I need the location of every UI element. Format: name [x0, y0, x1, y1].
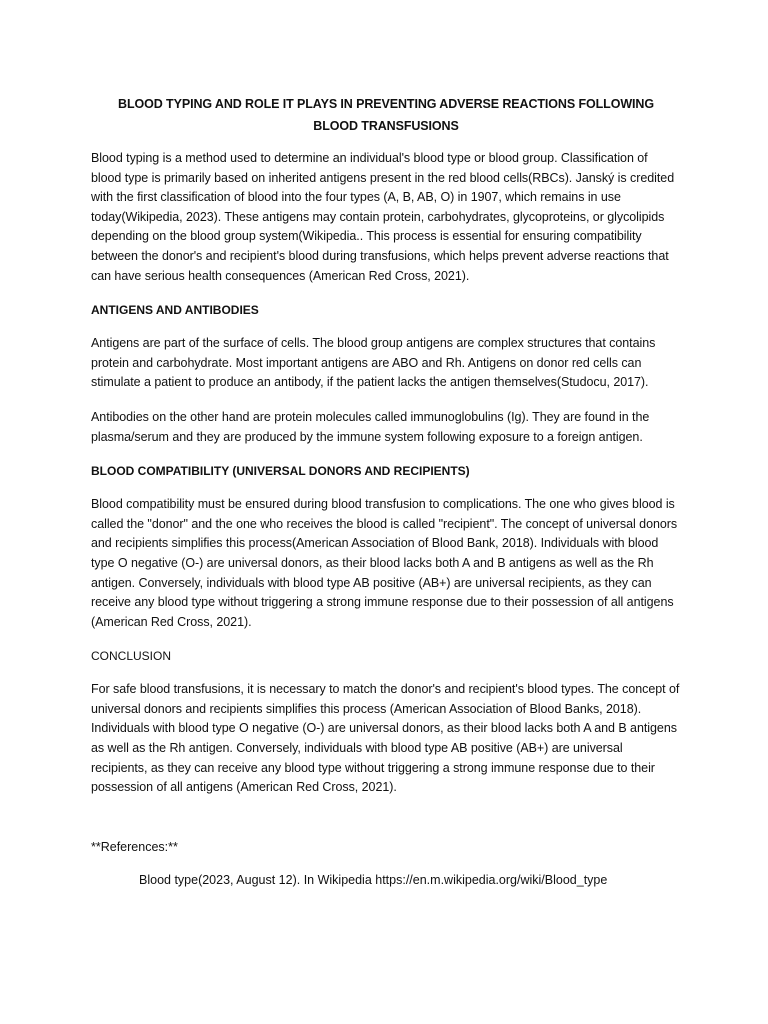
document-body: [91, 93, 681, 890]
antibodies-paragraph: Antibodies on the other hand are protein molecules called immunoglobulins (Ig). They are found in the plasma/serum and they are produced by the immune system following exposure to a foreign antigen.: [91, 409, 650, 444]
reference-entry: Blood type(2023, August 12). In Wikipedia https://en.m.wikipedia.org/wiki/Blood_type: [139, 872, 608, 887]
antigens-paragraph: Antigens are part of the surface of cells. The blood group antigens are complex structures that contains protein and carbohydrate. Most important antigens are ABO and Rh. Antigens on donor red cells can stimulate a patient to produce an antibody, if the patient lacks the antigen themselves(Studocu, 2017).: [91, 336, 656, 390]
section-heading-compatibility: BLOOD COMPATIBILITY (UNIVERSAL DONORS AND RECIPIENTS): [91, 464, 470, 479]
conclusion-paragraph: For safe blood transfusions, it is necessary to match the donor's and recipient's blood types. The concept of universal donors and recipients simplifies this process (American Association of Blood Banks, 2018). Individuals with blood type O negative (O-) are universal donors, as their blood lacks both A and B antigens as well as the Rh antigen. Conversely, individuals with blood type AB positive (AB+) are universal recipients, as they can receive any blood type without triggering a strong immune response due to their possession of all antigens (American Red Cross, 2021).: [91, 682, 680, 795]
document-title: [91, 93, 681, 137]
intro-paragraph: Blood typing is a method used to determine an individual's blood type or blood group. Classification of blood type is primarily based on inherited antigens present in the red blood cells(RBCs). Janský is credited with the first classification of blood into the four types (A, B, AB, O) in 1907, which remains in use today(Wikipedia, 2023). These antigens may contain protein, carbohydrates, glycoproteins, or glycolipids depending on the blood group system(Wikipedia.. This process is essential for ensuring compatibility between the donor's and recipient's blood during transfusions, which helps prevent adverse reactions that can have serious health consequences (American Red Cross, 2021).: [91, 151, 675, 283]
section-heading-antigens: ANTIGENS AND ANTIBODIES: [91, 303, 259, 318]
compatibility-paragraph: Blood compatibility must be ensured during blood transfusion to complications. The one who gives blood is called the "donor" and the one who receives the blood is called "recipient". The concept of universal donors and recipients simplifies this process(American Association of Blood Bank, 2018). Individuals with blood type O negative (O-) are universal donors, as their blood lacks both A and B antigens as well as the Rh antigen. Conversely, individuals with blood type AB positive (AB+) are universal recipients, as they can receive any blood type without triggering a strong immune response due to their possession of all antigens (American Red Cross, 2021).: [91, 497, 678, 629]
references-heading: **References:**: [91, 839, 178, 854]
section-heading-conclusion: CONCLUSION: [91, 649, 172, 664]
title-line-2: BLOOD TRANSFUSIONS: [313, 119, 459, 133]
title-line-1: BLOOD TYPING AND ROLE IT PLAYS IN PREVENTING ADVERSE REACTIONS FOLLOWING: [118, 97, 654, 111]
